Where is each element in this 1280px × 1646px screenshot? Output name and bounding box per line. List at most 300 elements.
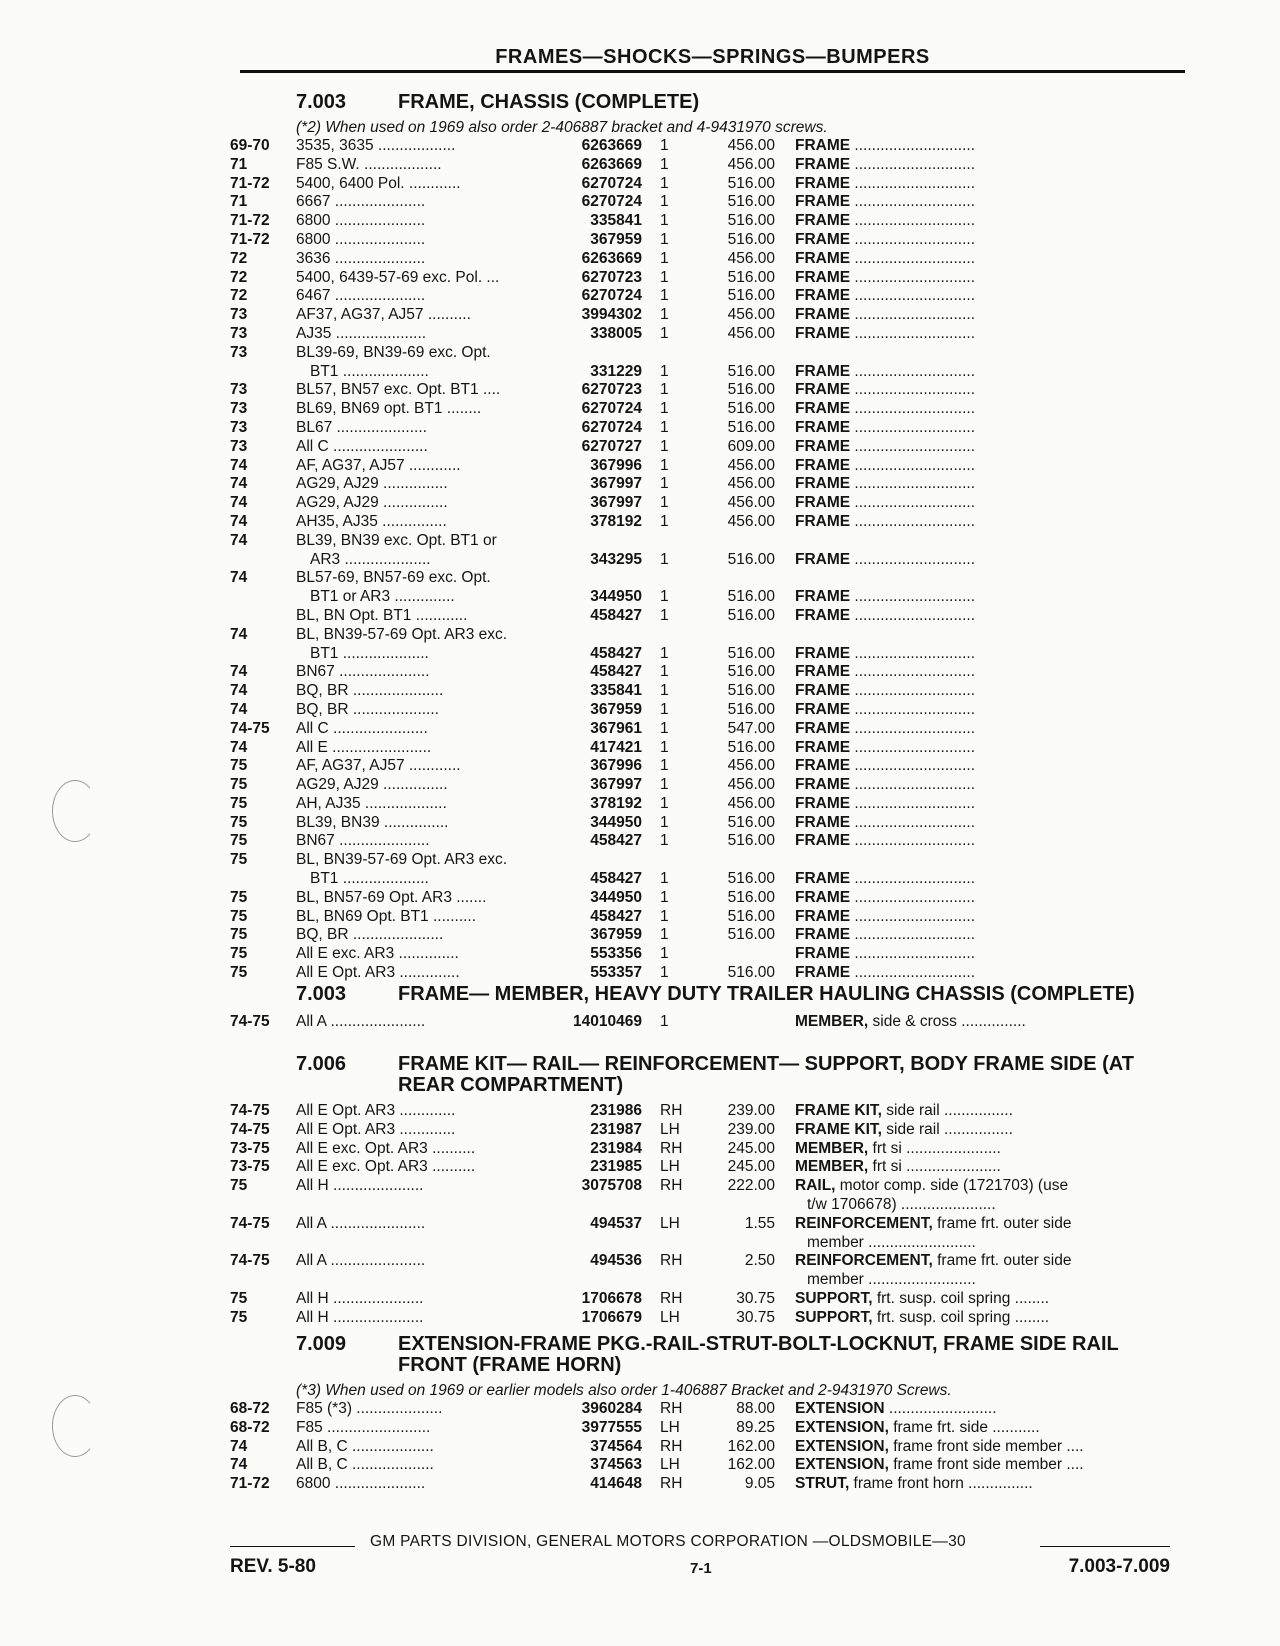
parts-row: [230, 1140, 1190, 1159]
description-keyword: FRAME: [795, 550, 851, 568]
model-line: AG29, AJ29 ...............: [296, 494, 448, 512]
price: 516.00: [727, 700, 775, 718]
quantity-side: 1: [660, 1013, 669, 1030]
price: 516.00: [727, 832, 775, 850]
description-text: ............................: [850, 249, 975, 267]
parts-row: [230, 1290, 1190, 1309]
section-number: 7.009: [296, 1333, 347, 1355]
parts-row: [230, 156, 1190, 175]
model-year: 71-72: [230, 212, 270, 230]
description-keyword: FRAME: [795, 700, 851, 718]
model-line: BQ, BR .....................: [296, 682, 444, 700]
section-number: 7.003: [296, 91, 347, 113]
model-year: 73-75: [230, 1139, 270, 1157]
description-text: ............................: [850, 663, 975, 681]
model-year: 75: [230, 813, 248, 831]
model-application: [296, 137, 560, 156]
quantity-side: LH: [660, 1418, 680, 1436]
part-number: 417421: [590, 738, 642, 756]
model-application: [296, 1215, 560, 1234]
model-line: BL39, BN39 exc. Opt. BT1 or: [296, 531, 497, 549]
price: 516.00: [727, 813, 775, 831]
quantity-side: 1: [660, 418, 669, 436]
part-number: 335841: [590, 682, 642, 700]
model-line: All A ......................: [296, 1214, 426, 1232]
description-text: frt si ......................: [868, 1139, 1001, 1157]
model-application: [296, 231, 560, 250]
model-line-continued: BT1 ....................: [310, 870, 429, 888]
description-text: frt. susp. coil spring ........: [872, 1308, 1050, 1326]
price: 456.00: [727, 776, 775, 794]
description-keyword: MEMBER,: [795, 1013, 869, 1030]
parts-row: [230, 701, 1190, 720]
description-keyword: FRAME: [795, 249, 851, 267]
part-description: [795, 1290, 1185, 1309]
description-keyword: REINFORCEMENT,: [795, 1252, 933, 1270]
parts-row: [230, 1309, 1190, 1328]
model-year: 74: [230, 738, 248, 756]
description-text: ............................: [850, 682, 975, 700]
model-year: 74: [230, 682, 248, 700]
description-keyword: FRAME: [795, 776, 851, 794]
model-application: [296, 1309, 560, 1328]
model-line: All C ......................: [296, 437, 428, 455]
section-heading: [230, 984, 1190, 1005]
description-keyword: FRAME: [795, 362, 851, 380]
model-year: 71-72: [230, 230, 270, 248]
part-number: 6270727: [581, 437, 642, 455]
footer-publisher: GM PARTS DIVISION, GENERAL MOTORS CORPORATION —OLDSMOBILE—30: [370, 1533, 966, 1550]
section-note: (*2) When used on 1969 also order 2-406887 bracket and 4-9431970 screws.: [296, 119, 828, 136]
model-year: 74-75: [230, 1102, 270, 1119]
part-number: 367959: [590, 926, 642, 944]
model-application: [296, 569, 560, 607]
model-line: All E Opt. AR3 .............: [296, 1102, 456, 1119]
part-description: [795, 795, 1185, 814]
parts-row: [230, 739, 1190, 758]
model-line: BQ, BR ....................: [296, 700, 439, 718]
part-number: 414648: [590, 1475, 642, 1493]
part-number: 343295: [590, 550, 642, 568]
model-line: BN67 .....................: [296, 663, 430, 681]
parts-row: [230, 889, 1190, 908]
quantity-side: 1: [660, 719, 669, 737]
model-line: All E Opt. AR3 .............: [296, 1120, 456, 1138]
model-application: [296, 851, 560, 889]
quantity-side: 1: [660, 700, 669, 718]
model-year: 73: [230, 306, 248, 324]
model-line: All H .....................: [296, 1177, 424, 1195]
part-description: [795, 814, 1185, 833]
parts-row: [230, 663, 1190, 682]
model-line: F85 S.W. ..................: [296, 155, 442, 173]
part-description: [795, 475, 1185, 494]
model-line: BL, BN Opt. BT1 ............: [296, 606, 468, 624]
model-year: 73: [230, 324, 248, 342]
quantity-side: 1: [660, 832, 669, 850]
description-text: ............................: [850, 588, 975, 606]
quantity-side: 1: [660, 324, 669, 342]
quantity-side: 1: [660, 813, 669, 831]
model-application: [296, 1140, 560, 1159]
price: 516.00: [727, 230, 775, 248]
model-year: 75: [230, 1289, 248, 1307]
quantity-side: 1: [660, 512, 669, 530]
model-line: All H .....................: [296, 1308, 424, 1326]
model-line: 6667 .....................: [296, 193, 426, 211]
model-line: BL, BN39-57-69 Opt. AR3 exc.: [296, 851, 508, 869]
price: 516.00: [727, 738, 775, 756]
description-keyword: FRAME: [795, 888, 851, 906]
part-number: 6270724: [581, 400, 642, 418]
parts-row: [230, 682, 1190, 701]
parts-row: [230, 908, 1190, 927]
part-number: 367997: [590, 776, 642, 794]
price: 89.25: [736, 1418, 775, 1436]
part-description: [795, 1456, 1185, 1475]
part-number: 458427: [590, 606, 642, 624]
price: 516.00: [727, 588, 775, 606]
description-keyword: FRAME: [795, 400, 851, 418]
part-number: 3977555: [581, 1418, 642, 1436]
model-year: 74: [230, 1437, 248, 1455]
model-application: [296, 757, 560, 776]
price: 456.00: [727, 456, 775, 474]
part-description: [795, 193, 1185, 212]
quantity-side: 1: [660, 249, 669, 267]
description-keyword: FRAME KIT,: [795, 1120, 882, 1138]
quantity-side: 1: [660, 193, 669, 211]
description-keyword: EXTENSION,: [795, 1456, 889, 1474]
price: 456.00: [727, 137, 775, 154]
model-application: [296, 1013, 560, 1032]
part-number: 6263669: [581, 155, 642, 173]
part-description: [795, 1438, 1185, 1457]
price: 456.00: [727, 494, 775, 512]
description-keyword: FRAME: [795, 306, 851, 324]
model-application: [296, 945, 560, 964]
part-description: [795, 212, 1185, 231]
part-description: [795, 287, 1185, 306]
model-application: [296, 701, 560, 720]
model-year: 73: [230, 381, 248, 399]
model-application: [296, 626, 560, 664]
description-keyword: REINFORCEMENT,: [795, 1214, 933, 1232]
model-year: 75: [230, 832, 248, 850]
description-text: frt. susp. coil spring ........: [872, 1289, 1050, 1307]
quantity-side: 1: [660, 381, 669, 399]
model-year: 74-75: [230, 1214, 270, 1232]
part-number: 231985: [590, 1158, 642, 1176]
model-line-continued: BT1 or AR3 ..............: [310, 588, 455, 606]
part-number: 6270723: [581, 381, 642, 399]
description-keyword: FRAME: [795, 644, 851, 662]
parts-row: [230, 569, 1190, 607]
model-line: AJ35 .....................: [296, 324, 427, 342]
part-number: 378192: [590, 794, 642, 812]
description-text: ............................: [850, 550, 975, 568]
part-description: [795, 945, 1185, 964]
model-line: AH, AJ35 ...................: [296, 794, 447, 812]
description-text: frame front side member ....: [888, 1437, 1084, 1455]
part-number: 458427: [590, 832, 642, 850]
model-application: [296, 1102, 560, 1121]
model-line: 6800 .....................: [296, 212, 426, 230]
parts-row: [230, 945, 1190, 964]
parts-row: [230, 1438, 1190, 1457]
quantity-side: 1: [660, 437, 669, 455]
quantity-side: LH: [660, 1120, 680, 1138]
description-keyword: FRAME: [795, 870, 851, 888]
model-application: [296, 532, 560, 570]
description-text: ............................: [850, 794, 975, 812]
quantity-side: RH: [660, 1252, 683, 1270]
quantity-side: 1: [660, 362, 669, 380]
model-year: 71: [230, 193, 248, 211]
description-keyword: EXTENSION,: [795, 1437, 889, 1455]
part-description: [795, 269, 1185, 288]
price: 516.00: [727, 606, 775, 624]
model-application: [296, 212, 560, 231]
part-number: 458427: [590, 907, 642, 925]
section-note: (*3) When used on 1969 or earlier models also order 1-406887 Bracket and 2-9431970 Screws.: [296, 1382, 952, 1399]
description-text: ............................: [850, 400, 975, 418]
part-description: [795, 701, 1185, 720]
model-year: 74: [230, 700, 248, 718]
part-description: [795, 1158, 1185, 1177]
model-year: 68-72: [230, 1400, 270, 1417]
model-line: BL69, BN69 opt. BT1 ........: [296, 400, 482, 418]
part-number: 374563: [590, 1456, 642, 1474]
description-text: ............................: [850, 324, 975, 342]
model-application: [296, 513, 560, 532]
model-application: [296, 344, 560, 382]
model-application: [296, 457, 560, 476]
parts-row: [230, 250, 1190, 269]
model-application: [296, 889, 560, 908]
price: 516.00: [727, 644, 775, 662]
description-keyword: MEMBER,: [795, 1158, 869, 1176]
part-description: [795, 1400, 1185, 1419]
part-description: [795, 964, 1185, 983]
price: 239.00: [727, 1120, 775, 1138]
description-text: .........................: [884, 1400, 997, 1417]
model-line: 5400, 6439-57-69 exc. Pol. ...: [296, 268, 500, 286]
part-number: 458427: [590, 644, 642, 662]
quantity-side: 1: [660, 456, 669, 474]
model-application: [296, 1121, 560, 1140]
model-year: 74: [230, 475, 248, 493]
model-line: 6467 .....................: [296, 287, 426, 305]
price: 516.00: [727, 400, 775, 418]
description-text: ............................: [850, 230, 975, 248]
part-description: [795, 419, 1185, 438]
description-text: ............................: [850, 193, 975, 211]
model-application: [296, 1252, 560, 1271]
part-description: [795, 757, 1185, 776]
description-text: side rail ................: [881, 1120, 1013, 1138]
description-keyword: FRAME: [795, 757, 851, 775]
description-text: ............................: [850, 287, 975, 305]
parts-row: [230, 344, 1190, 382]
description-keyword: FRAME: [795, 268, 851, 286]
model-application: [296, 287, 560, 306]
part-number: 231984: [590, 1139, 642, 1157]
model-line: All H .....................: [296, 1289, 424, 1307]
part-number: 367996: [590, 757, 642, 775]
model-year: 74: [230, 569, 248, 587]
part-number: 6270723: [581, 268, 642, 286]
price: 547.00: [727, 719, 775, 737]
price: 9.05: [744, 1475, 775, 1493]
parts-row: [230, 212, 1190, 231]
catalog-section: [230, 1334, 1190, 1494]
description-keyword: FRAME: [795, 813, 851, 831]
quantity-side: 1: [660, 212, 669, 230]
part-number: 367961: [590, 719, 642, 737]
model-application: [296, 663, 560, 682]
description-keyword: FRAME: [795, 926, 851, 944]
description-keyword: FRAME: [795, 456, 851, 474]
parts-row: [230, 1177, 1190, 1215]
description-text: ............................: [850, 381, 975, 399]
model-application: [296, 156, 560, 175]
model-application: [296, 1290, 560, 1309]
part-number: 335841: [590, 212, 642, 230]
model-line: AG29, AJ29 ...............: [296, 475, 448, 493]
parts-row: [230, 175, 1190, 194]
description-text: ............................: [850, 888, 975, 906]
price: 1.55: [744, 1214, 775, 1232]
model-line: 6800 .....................: [296, 230, 426, 248]
description-text: ............................: [850, 212, 975, 230]
quantity-side: 1: [660, 268, 669, 286]
model-line: F85 (*3) ....................: [296, 1400, 443, 1417]
quantity-side: 1: [660, 588, 669, 606]
model-line: BL, BN57-69 Opt. AR3 .......: [296, 888, 487, 906]
part-description: [795, 1140, 1185, 1159]
part-number: 3994302: [581, 306, 642, 324]
model-year: 74-75: [230, 719, 270, 737]
parts-row: [230, 795, 1190, 814]
part-number: 6270724: [581, 287, 642, 305]
part-description: [795, 889, 1185, 908]
model-line: F85 ........................: [296, 1418, 431, 1436]
model-year: 72: [230, 287, 248, 305]
model-line: 3636 .....................: [296, 249, 426, 267]
description-text: ............................: [850, 418, 975, 436]
model-year: 69-70: [230, 137, 270, 154]
description-text: ............................: [850, 757, 975, 775]
quantity-side: LH: [660, 1158, 680, 1176]
punch-hole-mark: [52, 780, 98, 842]
parts-row: [230, 457, 1190, 476]
parts-row: [230, 607, 1190, 626]
part-number: 553357: [590, 964, 642, 982]
description-text: ............................: [850, 907, 975, 925]
model-year: 73: [230, 343, 248, 361]
page-header-title: FRAMES—SHOCKS—SPRINGS—BUMPERS: [495, 46, 930, 68]
description-text: ............................: [850, 700, 975, 718]
part-number: 494536: [590, 1252, 642, 1270]
description-text: frt si ......................: [868, 1158, 1001, 1176]
quantity-side: 1: [660, 888, 669, 906]
price: 456.00: [727, 757, 775, 775]
part-description: [795, 231, 1185, 250]
description-text: frame frt. side ...........: [888, 1418, 1040, 1436]
description-keyword: FRAME: [795, 588, 851, 606]
model-application: [296, 325, 560, 344]
parts-row: [230, 231, 1190, 250]
model-year: 74: [230, 663, 248, 681]
parts-row: [230, 1456, 1190, 1475]
model-year: 74-75: [230, 1120, 270, 1138]
section-title: FRAME— MEMBER, HEAVY DUTY TRAILER HAULING CHASSIS (COMPLETE): [398, 983, 1135, 1005]
description-keyword: MEMBER,: [795, 1139, 869, 1157]
parts-row: [230, 137, 1190, 156]
description-keyword: FRAME: [795, 324, 851, 342]
description-keyword: FRAME: [795, 663, 851, 681]
model-application: [296, 494, 560, 513]
description-text: ............................: [850, 512, 975, 530]
model-year: 75: [230, 1177, 248, 1195]
parts-row: [230, 532, 1190, 570]
parts-row: [230, 1400, 1190, 1419]
description-keyword: FRAME: [795, 418, 851, 436]
part-description: [795, 908, 1185, 927]
description-text: ............................: [850, 475, 975, 493]
description-continued: t/w 1706678) ......................: [807, 1195, 996, 1213]
quantity-side: RH: [660, 1139, 683, 1157]
part-description: [795, 1177, 1185, 1215]
part-description: [795, 645, 1185, 664]
description-keyword: EXTENSION: [795, 1400, 885, 1417]
model-line-continued: AR3 ....................: [310, 550, 431, 568]
model-year: 73-75: [230, 1158, 270, 1176]
price: 162.00: [727, 1437, 775, 1455]
part-description: [795, 720, 1185, 739]
part-description: [795, 739, 1185, 758]
model-line: BL57, BN57 exc. Opt. BT1 ....: [296, 381, 501, 399]
part-description: [795, 1419, 1185, 1438]
model-year: 75: [230, 926, 248, 944]
model-line: All B, C ...................: [296, 1437, 434, 1455]
parts-row: [230, 964, 1190, 983]
quantity-side: 1: [660, 682, 669, 700]
part-description: [795, 551, 1185, 570]
model-year: 74: [230, 494, 248, 512]
quantity-side: 1: [660, 400, 669, 418]
parts-row: [230, 193, 1190, 212]
description-keyword: EXTENSION,: [795, 1418, 889, 1436]
part-description: [795, 776, 1185, 795]
price: 456.00: [727, 155, 775, 173]
model-year: 72: [230, 249, 248, 267]
part-description: [795, 438, 1185, 457]
model-year: 75: [230, 964, 248, 982]
quantity-side: 1: [660, 663, 669, 681]
model-application: [296, 739, 560, 758]
description-text: ............................: [850, 437, 975, 455]
part-description: [795, 926, 1185, 945]
quantity-side: RH: [660, 1177, 683, 1195]
part-description: [795, 513, 1185, 532]
quantity-side: 1: [660, 907, 669, 925]
footer-section-range: 7.003-7.009: [1068, 1556, 1170, 1577]
model-application: [296, 1456, 560, 1475]
part-description: [795, 1309, 1185, 1328]
model-application: [296, 1419, 560, 1438]
